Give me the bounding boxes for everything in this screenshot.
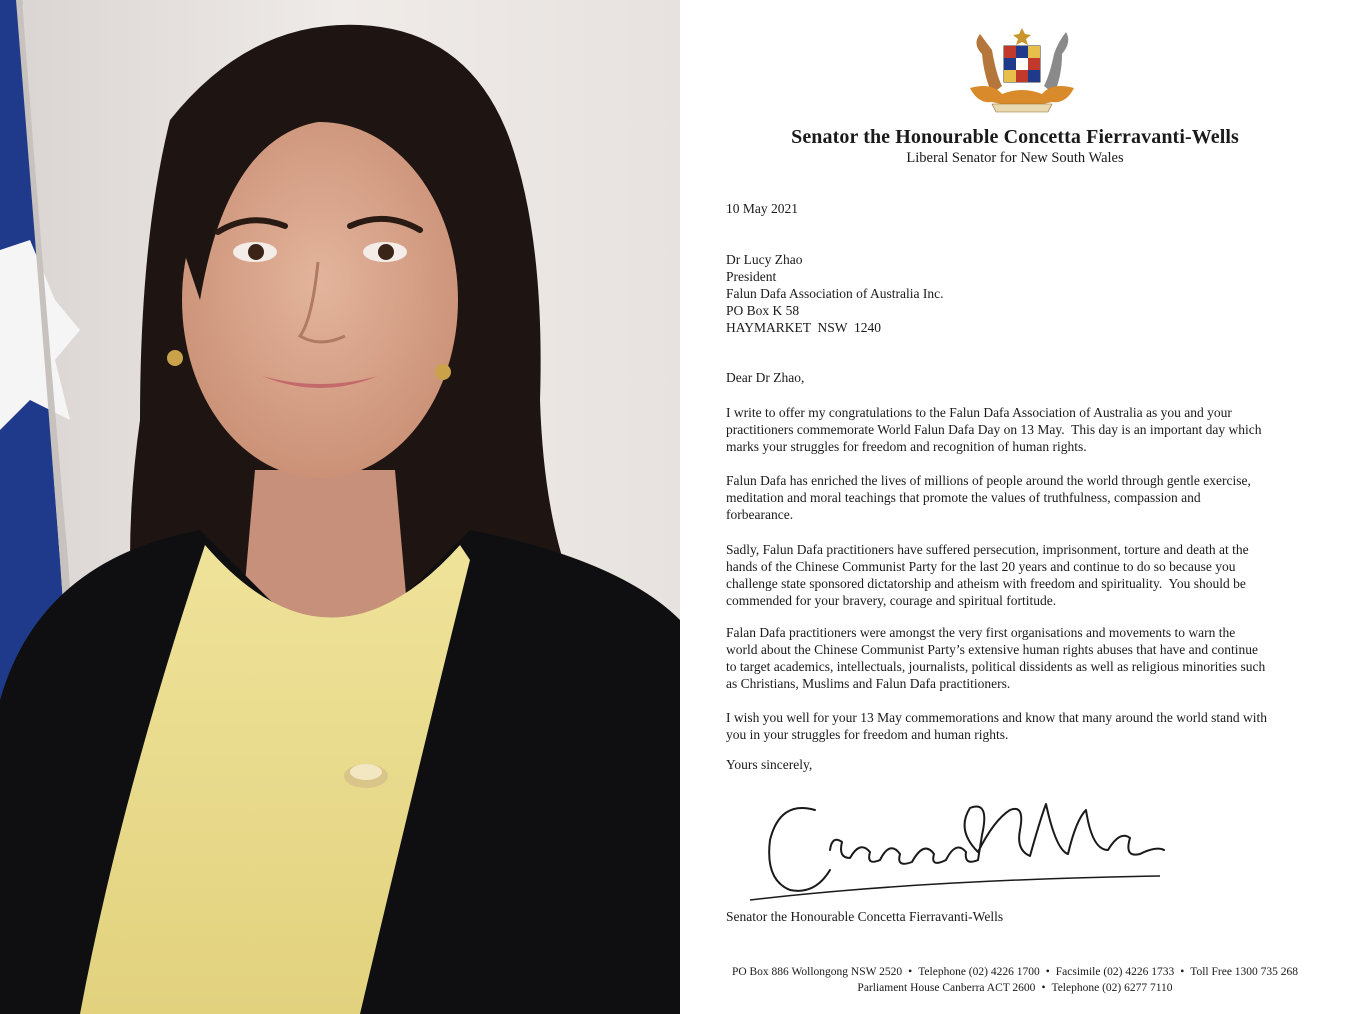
- paragraph-line: I wish you well for your 13 May commemorations and know that many around the world stand with: [726, 710, 1268, 725]
- paragraph-5: [726, 709, 1312, 743]
- paragraph-line: hands of the Chinese Communist Party for the last 20 years and continue to do so because you: [726, 559, 1236, 574]
- footer-separator: •: [1045, 966, 1050, 978]
- paragraph-line: commended for your bravery, courage and spiritual fortitude.: [726, 593, 1057, 608]
- footer-separator: •: [1180, 966, 1185, 978]
- paragraph-4: [726, 624, 1312, 692]
- letter-date: 10 May 2021: [726, 201, 798, 216]
- senator-title: Senator the Honourable Concetta Fierravanti-Wells: [791, 126, 1239, 148]
- paragraph-line: meditation and moral teachings that promote the values of truthfulness, compassion and: [726, 490, 1201, 505]
- paragraph-line: practitioners commemorate World Falun Dafa Day on 13 May. This day is an important day which: [726, 422, 1262, 437]
- paragraph-3: [726, 541, 1312, 609]
- paragraph-line: marks your struggles for freedom and recognition of human rights.: [726, 439, 1087, 454]
- paragraph-line: Falun Dafa has enriched the lives of millions of people around the world through gentle exercise,: [726, 473, 1251, 488]
- address-line: Falun Dafa Association of Australia Inc.: [726, 286, 944, 301]
- footer-telephone: Telephone (02) 4226 1700: [918, 966, 1040, 978]
- paragraph-line: as Christians, Muslims and Falun Dafa practitioners.: [726, 676, 1011, 691]
- handwritten-signature: [720, 780, 1180, 910]
- footer-facsimile: Facsimile (02) 4226 1733: [1055, 966, 1175, 978]
- senator-subtitle: Liberal Senator for New South Wales: [906, 150, 1124, 166]
- address-line: PO Box K 58: [726, 303, 800, 318]
- footer-contact-line-1: [680, 966, 1350, 978]
- paragraph-line: world about the Chinese Communist Party’s extensive human rights abuses that have and continue: [726, 642, 1259, 657]
- letter-document: [680, 0, 1350, 1014]
- footer-separator: •: [1041, 982, 1046, 994]
- footer-separator: •: [908, 966, 913, 978]
- paragraph-line: forbearance.: [726, 507, 794, 522]
- address-line: Dr Lucy Zhao: [726, 252, 803, 267]
- paragraph-2: [726, 472, 1312, 523]
- closing: Yours sincerely,: [726, 757, 813, 772]
- paragraph-line: Sadly, Falun Dafa practitioners have suffered persecution, imprisonment, torture and death at the: [726, 542, 1249, 557]
- recipient-address: [726, 251, 1312, 336]
- paragraph-1: [726, 404, 1312, 455]
- address-line: President: [726, 269, 777, 284]
- salutation: Dear Dr Zhao,: [726, 370, 805, 385]
- footer-contact-line-2: [680, 982, 1350, 994]
- paragraph-line: you in your struggles for freedom and human rights.: [726, 727, 1009, 742]
- address-line: HAYMARKET NSW 1240: [726, 320, 882, 335]
- footer-parliament-address: Parliament House Canberra ACT 2600: [857, 982, 1036, 994]
- footer-parliament-telephone: Telephone (02) 6277 7110: [1051, 982, 1173, 994]
- paragraph-line: challenge state sponsored dictatorship and atheism with freedom and spirituality. You should be: [726, 576, 1246, 591]
- signatory-name: Senator the Honourable Concetta Fierravanti-Wells: [726, 909, 1004, 924]
- left-earring: [167, 350, 183, 366]
- coat-of-arms-icon: [962, 24, 1082, 118]
- paragraph-line: Falan Dafa practitioners were amongst the very first organisations and movements to warn the: [726, 625, 1236, 640]
- footer-tollfree: Toll Free 1300 735 268: [1190, 966, 1299, 978]
- footer-address: PO Box 886 Wollongong NSW 2520: [731, 966, 903, 978]
- paragraph-line: I write to offer my congratulations to the Falun Dafa Association of Australia as you and your: [726, 405, 1232, 420]
- brooch-pin: [344, 764, 388, 788]
- right-earring: [435, 364, 451, 380]
- paragraph-line: to target academics, intellectuals, journalists, political dissidents as well as religious minorities such: [726, 659, 1266, 674]
